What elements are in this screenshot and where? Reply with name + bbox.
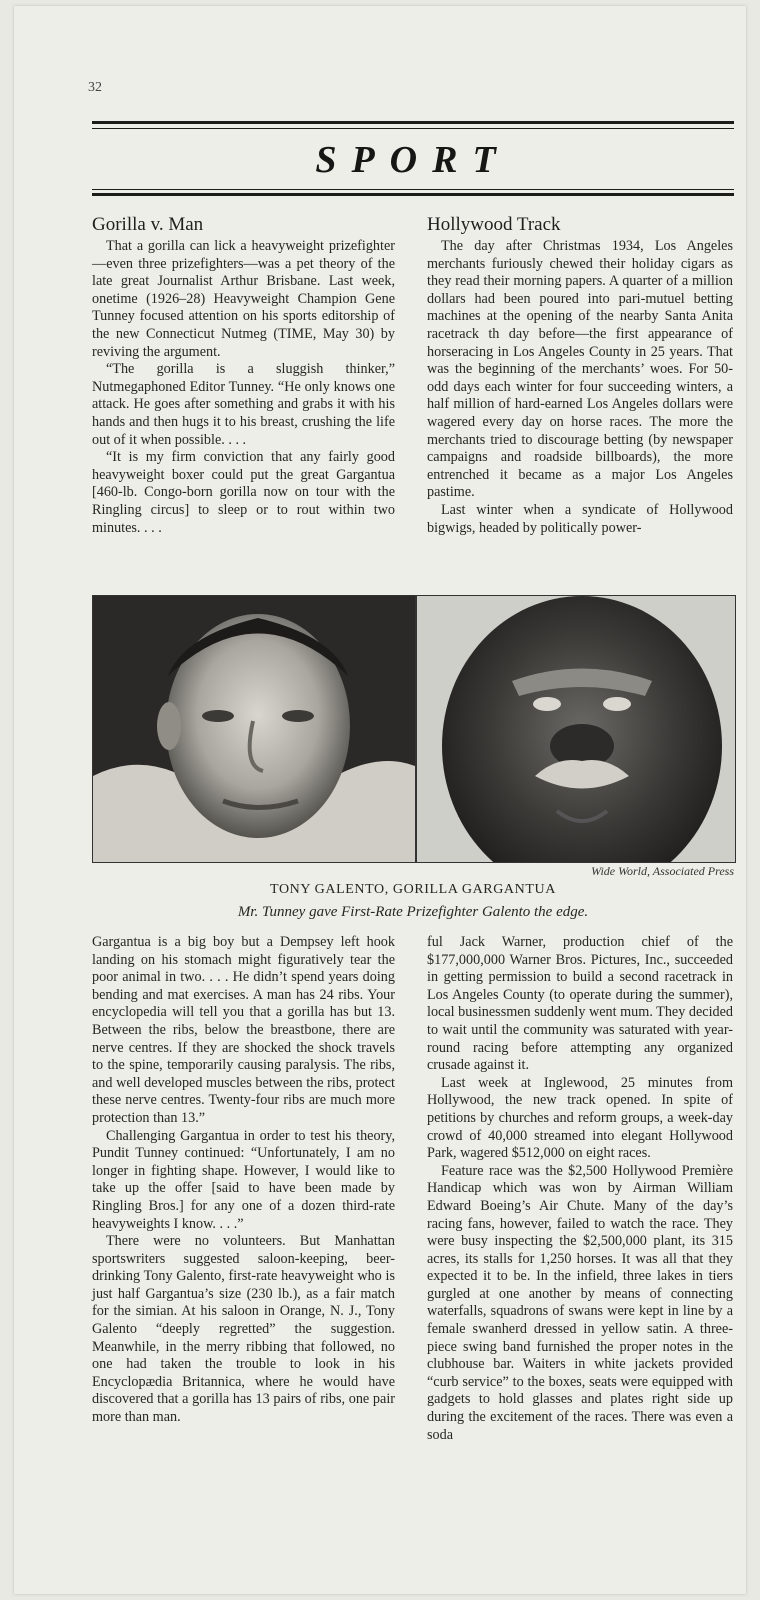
boxer-portrait-image bbox=[93, 596, 415, 862]
article-paragraph: Feature race was the $2,500 Hollywood Première Handicap which was won by Airman William Edward Boeing’s Air Chute. Many of the day’s racing fans, however, failed to watch the race. They were busy inspecting the $2,500,000 plant, its 315 acres, its stalls for 1,250 horses. It was all that they expected it to be. In the infield, three lakes in tiers gurgled at one another by means of connecting waterfalls, squadrons of swans were kept in line by a female swanherd dressed in yellow satin. A three-piece swing band furnished the proper notes in the clubhouse bar. Waiters in white jackets provided “curb service” to the boxes, seats were equipped with gadgets to hold glasses and plates right side up during the excitement of the races. There was even a soda bbox=[427, 1162, 733, 1443]
article-paragraph: Last week at Inglewood, 25 minutes from Hollywood, the new track opened. In spite of petitions by churches and reform groups, a week-day crowd of 40,000 streamed into elegant Hollywood Park, wagered $512,000 on eight races. bbox=[427, 1074, 733, 1162]
article-paragraph: Last winter when a syndicate of Hollywood bigwigs, headed by politically power- bbox=[427, 501, 733, 536]
right-article-headline: Hollywood Track bbox=[427, 214, 561, 235]
photo-subcaption: Mr. Tunney gave First-Rate Prizefighter Galento the edge. bbox=[237, 904, 589, 920]
article-paragraph: There were no volunteers. But Manhattan sportswriters suggested saloon-keeping, beer-drinking Tony Galento, first-rate heavyweight who is just half Gargantua’s size (230 lb.), as a fair match for the simian. At his saloon in Orange, N. J., Tony Galento “deeply regretted” the suggestion. Meanwhile, in the merry ribbing that followed, no one had taken the trouble to look in his Encyclopædia Britannica, where he would have discovered that a gorilla has 13 pairs of ribs, one pair more than man. bbox=[92, 1233, 395, 1426]
page-number: 32 bbox=[88, 80, 102, 95]
left-article-top bbox=[92, 214, 395, 537]
right-article-top bbox=[427, 214, 733, 537]
right-article-bottom bbox=[427, 934, 733, 1444]
article-paragraph: Challenging Gargantua in order to test his theory, Pundit Tunney continued: “Unfortunately, I am no longer in fighting shape. However, I would like to take up the offer [said to have been made by Ringling Bros.] for any one of a dozen third-rate heavyweights I know. . . .” bbox=[92, 1127, 395, 1232]
section-title: SPORT bbox=[315, 139, 511, 181]
gorilla-portrait-image bbox=[417, 596, 735, 862]
photo-caption: TONY GALENTO, GORILLA GARGANTUA bbox=[270, 882, 556, 897]
article-paragraph: Gargantua is a big boy but a Dempsey left hook landing on his stomach might figuratively tear the poor animal in two. . . . He didn’t spend years doing bending and mat exercises. A man has 24 ribs. Your encyclopedia will tell you that a gorilla has but 13. Between the ribs, below the breastbone, there are nerve centres. If they are shocked the shock travels to the spine, temporarily causing paralysis. The ribs, and well developed muscles between the ribs, protect these nerve centres. Twenty-four ribs are much more protection than 13.” bbox=[92, 934, 395, 1126]
photo-credit: Wide World, Associated Press bbox=[591, 864, 734, 878]
article-paragraph: ful Jack Warner, production chief of the $177,000,000 Warner Bros. Pictures, Inc., succeeded in getting permission to build a second racetrack in Los Angeles County (to operate during the summer), local businessmen suddenly went mum. They decided to wait until the community was saturated with year-round racing before attempting any organized crusade against it. bbox=[427, 934, 733, 1074]
header-rule-top bbox=[92, 121, 734, 124]
header-rule-bottom bbox=[92, 193, 734, 196]
header-rule-top-thin bbox=[92, 128, 734, 129]
left-article-headline: Gorilla v. Man bbox=[92, 214, 204, 235]
left-article-bottom bbox=[92, 934, 395, 1427]
article-paragraph: “The gorilla is a sluggish thinker,” Nutmegaphoned Editor Tunney. “He only knows one attack. He goes after something and grabs it with his hands and then hugs it to his breast, crushing the life out of it when possible. . . . bbox=[92, 361, 395, 448]
article-paragraph: The day after Christmas 1934, Los Angeles merchants furiously chewed their holiday cigars as they read their morning papers. A quarter of a million dollars had been poured into pari-mutuel betting machines at the opening of the nearby Santa Anita racetrack th day before—the first appearance of horseracing in Los Angeles County in 25 years. That was the beginning of the merchants’ woes. For 50-odd days each winter for four succeeding winters, a half million of hard-earned Los Angeles dollars were wagered every day on horse races. The more the merchants tried to discourage betting (by newspaper campaigns and roadside billboards), the more entrenched it became as a major Los Angeles pastime. bbox=[427, 238, 733, 501]
photo-gorilla-gargantua bbox=[416, 595, 736, 863]
header-rule-bottom-thin bbox=[92, 189, 734, 190]
article-paragraph: That a gorilla can lick a heavyweight prizefighter—even three prizefighters—was a pet theory of the late great Journalist Arthur Brisbane. Last week, onetime (1926–28) Heavyweight Champion Gene Tunney focused attention on his sports editorship of the new Connecticut Nutmeg (TIME, May 30) by reviving the argument. bbox=[92, 238, 395, 360]
photo-tony-galento bbox=[92, 595, 416, 863]
article-paragraph: “It is my firm conviction that any fairly good heavyweight boxer could put the great Gargantua [460-lb. Congo-born gorilla now on tour with the Ringling circus] to sleep or to rout within two minutes. . . . bbox=[92, 449, 395, 536]
